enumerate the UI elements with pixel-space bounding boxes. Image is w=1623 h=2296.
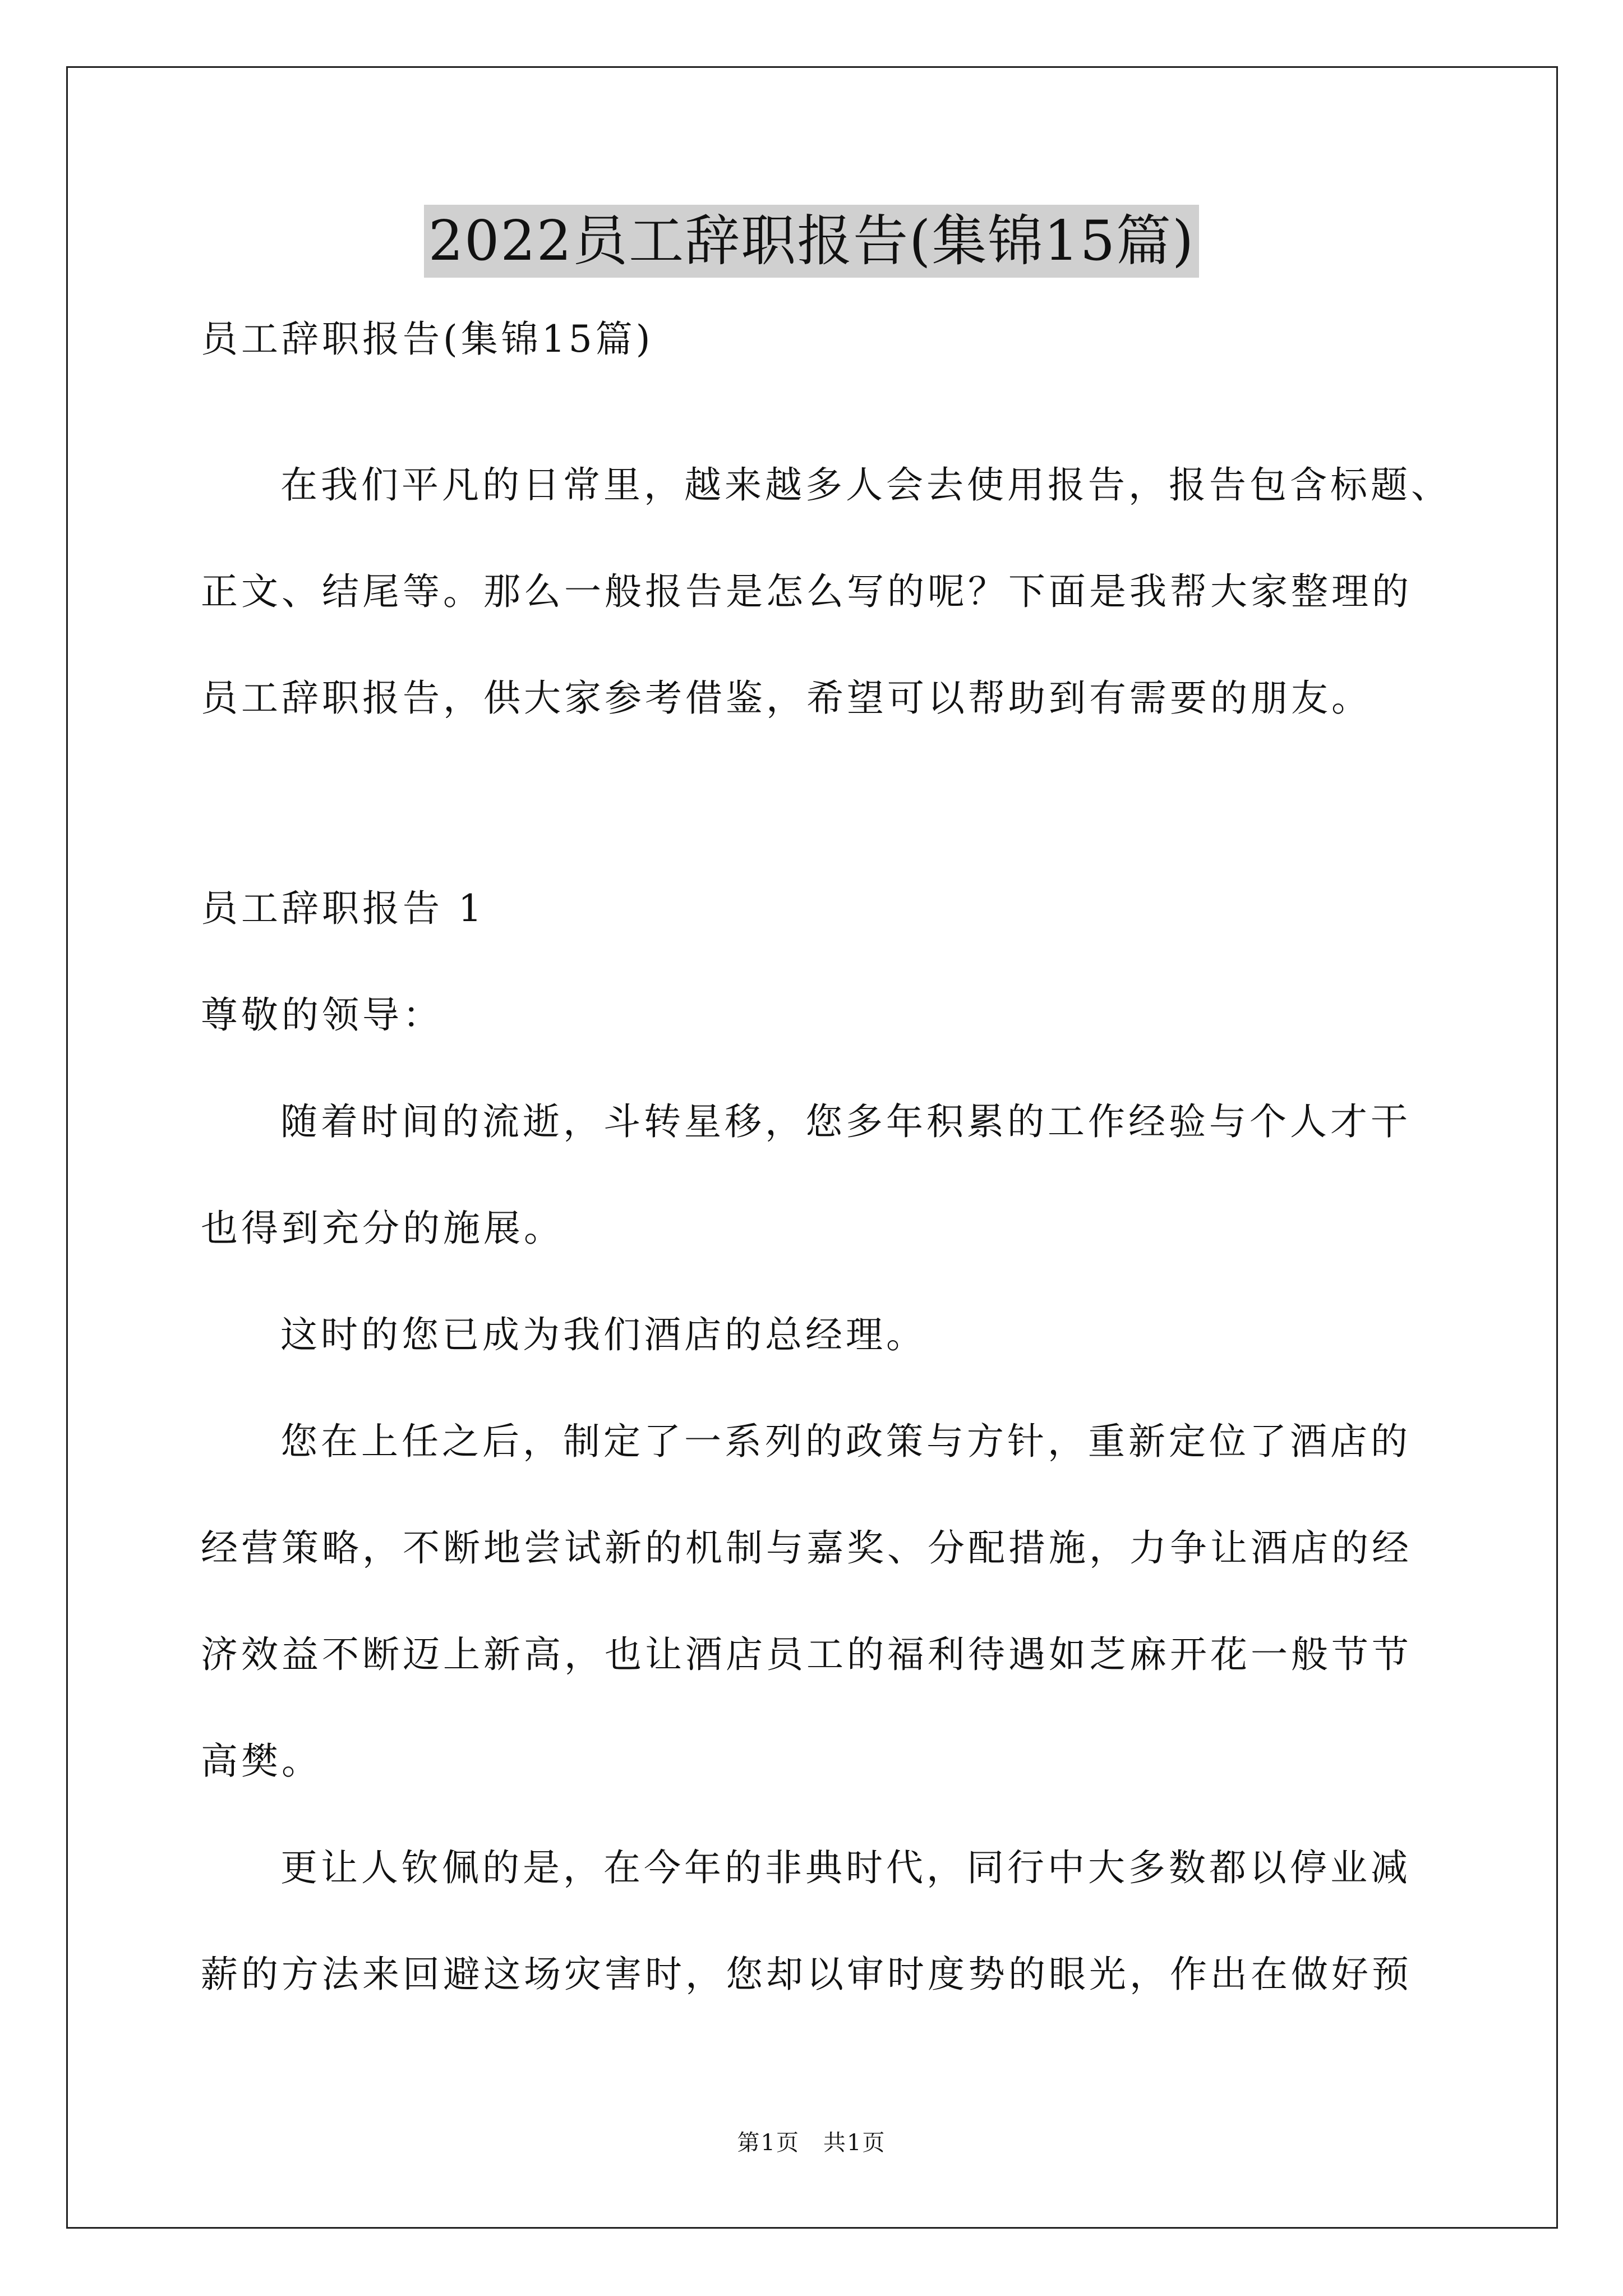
body-line-3: 这时的您已成为我们酒店的总经理。 bbox=[280, 1313, 926, 1356]
intro-line-2: 正文、结尾等。那么一般报告是怎么写的呢？下面是我帮大家整理的 bbox=[201, 570, 1412, 613]
document-title: 2022员工辞职报告(集锦15篇) bbox=[424, 205, 1200, 278]
body-line-8: 更让人钦佩的是，在今年的非典时代，同行中大多数都以停业减 bbox=[280, 1846, 1411, 1889]
intro-line-1: 在我们平凡的日常里，越来越多人会去使用报告，报告包含标题、 bbox=[280, 463, 1451, 507]
section-heading: 员工辞职报告 1 bbox=[201, 887, 485, 930]
intro-line-3: 员工辞职报告，供大家参考借鉴，希望可以帮助到有需要的朋友。 bbox=[201, 677, 1372, 720]
body-line-4: 您在上任之后，制定了一系列的政策与方针，重新定位了酒店的 bbox=[280, 1420, 1411, 1463]
page-footer: 第1页 共1页 bbox=[737, 2130, 886, 2156]
body-line-6: 济效益不断迈上新高，也让酒店员工的福利待遇如芝麻开花一般节节 bbox=[201, 1633, 1412, 1676]
body-line-2: 也得到充分的施展。 bbox=[201, 1207, 564, 1250]
salutation: 尊敬的领导： bbox=[201, 993, 443, 1037]
body-line-5: 经营策略，不断地尝试新的机制与嘉奖、分配措施，力争让酒店的经 bbox=[201, 1526, 1412, 1570]
title-container bbox=[0, 205, 1623, 278]
page-border bbox=[66, 66, 1558, 2229]
body-line-1: 随着时间的流逝，斗转星移，您多年积累的工作经验与个人才干 bbox=[280, 1100, 1411, 1143]
document-subtitle: 员工辞职报告(集锦15篇) bbox=[201, 318, 654, 361]
body-line-7: 高樊。 bbox=[201, 1740, 322, 1783]
body-line-9: 薪的方法来回避这场灾害时，您却以审时度势的眼光，作出在做好预 bbox=[201, 1953, 1412, 1996]
